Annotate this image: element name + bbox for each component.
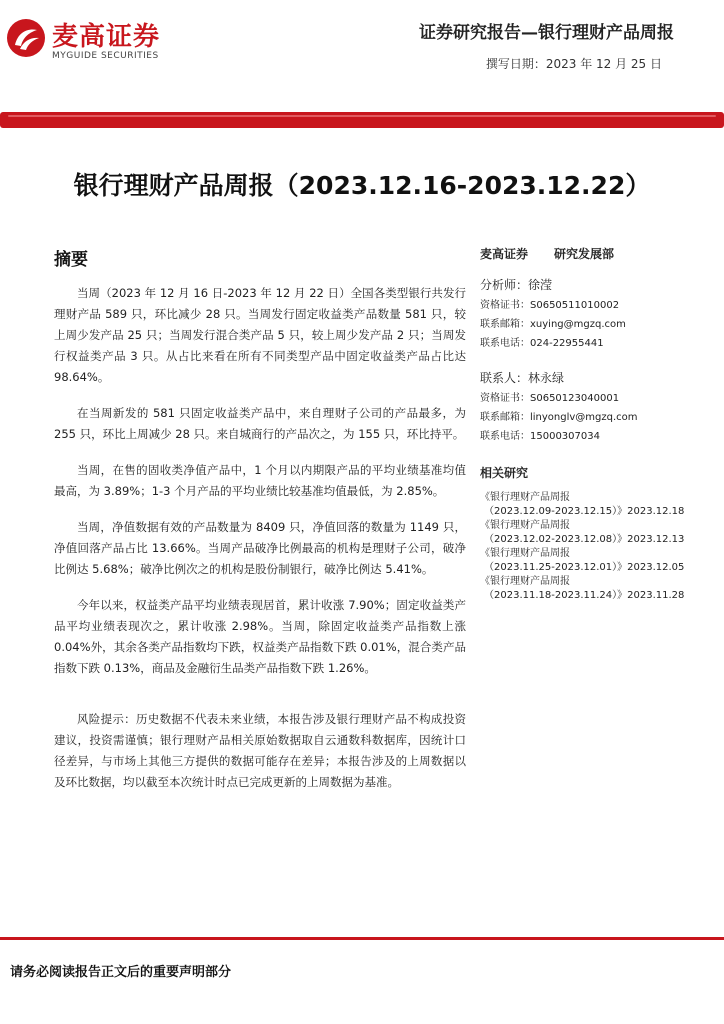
abstract-paragraph: 当周，净值数据有效的产品数量为 8409 只，净值回落的数量为 1149 只，净值回落产品占比 13.66%。当周产品破净比例最高的机构是理财子公司，破净比例达 5.68%；破净比例次之的机构是股份制银行，破净比例达 5.41%。: [54, 520, 466, 576]
analyst-email: 联系邮箱：xuying@mgzq.com: [480, 319, 626, 330]
abstract-heading: 摘要: [54, 250, 88, 270]
related-item[interactable]: [480, 491, 720, 519]
sidebar-org: [480, 245, 720, 262]
contact-cert: 资格证书：S0650123040001: [480, 393, 620, 404]
report-date: 撰写日期：2023 年 12 月 25 日: [485, 57, 662, 71]
abstract-paragraph: 当周（2023 年 12 月 16 日-2023 年 12 月 22 日）全国各类型银行共发行理财产品 589 只，环比减少 28 只。当周发行固定收益类产品数量 581 只，较上周少发产品 25 只；当周发行混合类产品 5 只，较上周少发产品 2 只；当周发行权益类产品 3 只。从占比来看在所有不同类型产品中固定收益类产品占比达 98.64%。: [54, 286, 466, 384]
logo-name-en: MYGUIDE SECURITIES: [52, 51, 159, 61]
abstract-paragraph: 今年以来，权益类产品平均业绩表现居首，累计收涨 7.90%；固定收益类产品平均业绩表现次之，累计收涨 2.98%。当周，除固定收益类产品指数上涨 0.04%外，其余各类产品指数均下跌，权益类产品指数下跌 0.01%，混合类产品指数下跌 0.13%，商品及金融衍生品类产品指数下跌 1.26%。: [54, 598, 466, 675]
related-item-range: （2023.11.18-2023.11.24）》: [484, 590, 628, 601]
related-item-range: （2023.12.09-2023.12.15）》: [484, 506, 628, 517]
risk-warning: 风险提示：历史数据不代表未来业绩，本报告涉及银行理财产品不构成投资建议，投资需谨慎；银行理财产品相关原始数据取自云通数科数据库，因统计口径差异，与市场上其他三方提供的数据可能存在差异；本报告涉及的上周数据以及环比数据，均以截至本次统计时点已完成更新的上周数据为基准。: [54, 712, 466, 789]
abstract-paragraph: 当周，在售的固收类净值产品中，1 个月以内期限产品的平均业绩基准均值最高，为 3.89%；1-3 个月产品的平均业绩比较基准均值最低，为 2.85%。: [54, 463, 466, 498]
related-research-heading: 相关研究: [480, 466, 529, 480]
related-item-range: （2023.11.25-2023.12.01）》: [484, 562, 628, 573]
analyst-block: [480, 276, 720, 353]
related-item-range: （2023.12.02-2023.12.08）》: [484, 534, 628, 545]
page-title: 银行理财产品周报（2023.12.16-2023.12.22）: [73, 171, 651, 200]
related-item-title: 《银行理财产品周报: [480, 520, 570, 531]
company-logo: [6, 14, 206, 64]
logo-name-cn: 麦高证券: [52, 22, 161, 52]
sidebar: [480, 245, 720, 603]
related-item-date: 2023.11.28: [627, 590, 685, 601]
related-item[interactable]: [480, 547, 720, 575]
org-name: 麦高证券: [480, 247, 529, 261]
abstract-paragraph: 在当周新发的 581 只固定收益类产品中，来自理财子公司的产品最多，为 255 只，环比上周减少 28 只。来自城商行的产品次之，为 155 只，环比持平。: [54, 406, 466, 441]
related-item-date: 2023.12.05: [627, 562, 685, 573]
related-item-date: 2023.12.13: [627, 534, 685, 545]
related-research-list: [480, 491, 720, 603]
dept-name: 研究发展部: [554, 247, 615, 261]
footer-divider: [0, 937, 724, 940]
related-item[interactable]: [480, 519, 720, 547]
related-item-title: 《银行理财产品周报: [480, 492, 570, 503]
report-type: 证券研究报告—银行理财产品周报: [419, 23, 674, 43]
contact-phone: 联系电话：15000307034: [480, 431, 600, 442]
related-item-title: 《银行理财产品周报: [480, 548, 570, 559]
related-item[interactable]: [480, 575, 720, 603]
contact-email: 联系邮箱：linyonglv@mgzq.com: [480, 412, 638, 423]
analyst-cert: 资格证书：S0650511010002: [480, 300, 620, 311]
contact-block: [480, 369, 720, 446]
analyst-phone: 联系电话：024-22955441: [480, 338, 604, 349]
logo-mark-icon: [6, 18, 46, 58]
header-divider-highlight: [8, 115, 716, 117]
footer-notice: 请务必阅读报告正文后的重要声明部分: [10, 965, 232, 980]
related-item-date: 2023.12.18: [627, 506, 685, 517]
related-item-title: 《银行理财产品周报: [480, 576, 570, 587]
contact-name: 联系人：林永绿: [480, 371, 565, 385]
abstract-body: [54, 283, 466, 808]
analyst-name: 分析师：徐滢: [480, 278, 553, 292]
